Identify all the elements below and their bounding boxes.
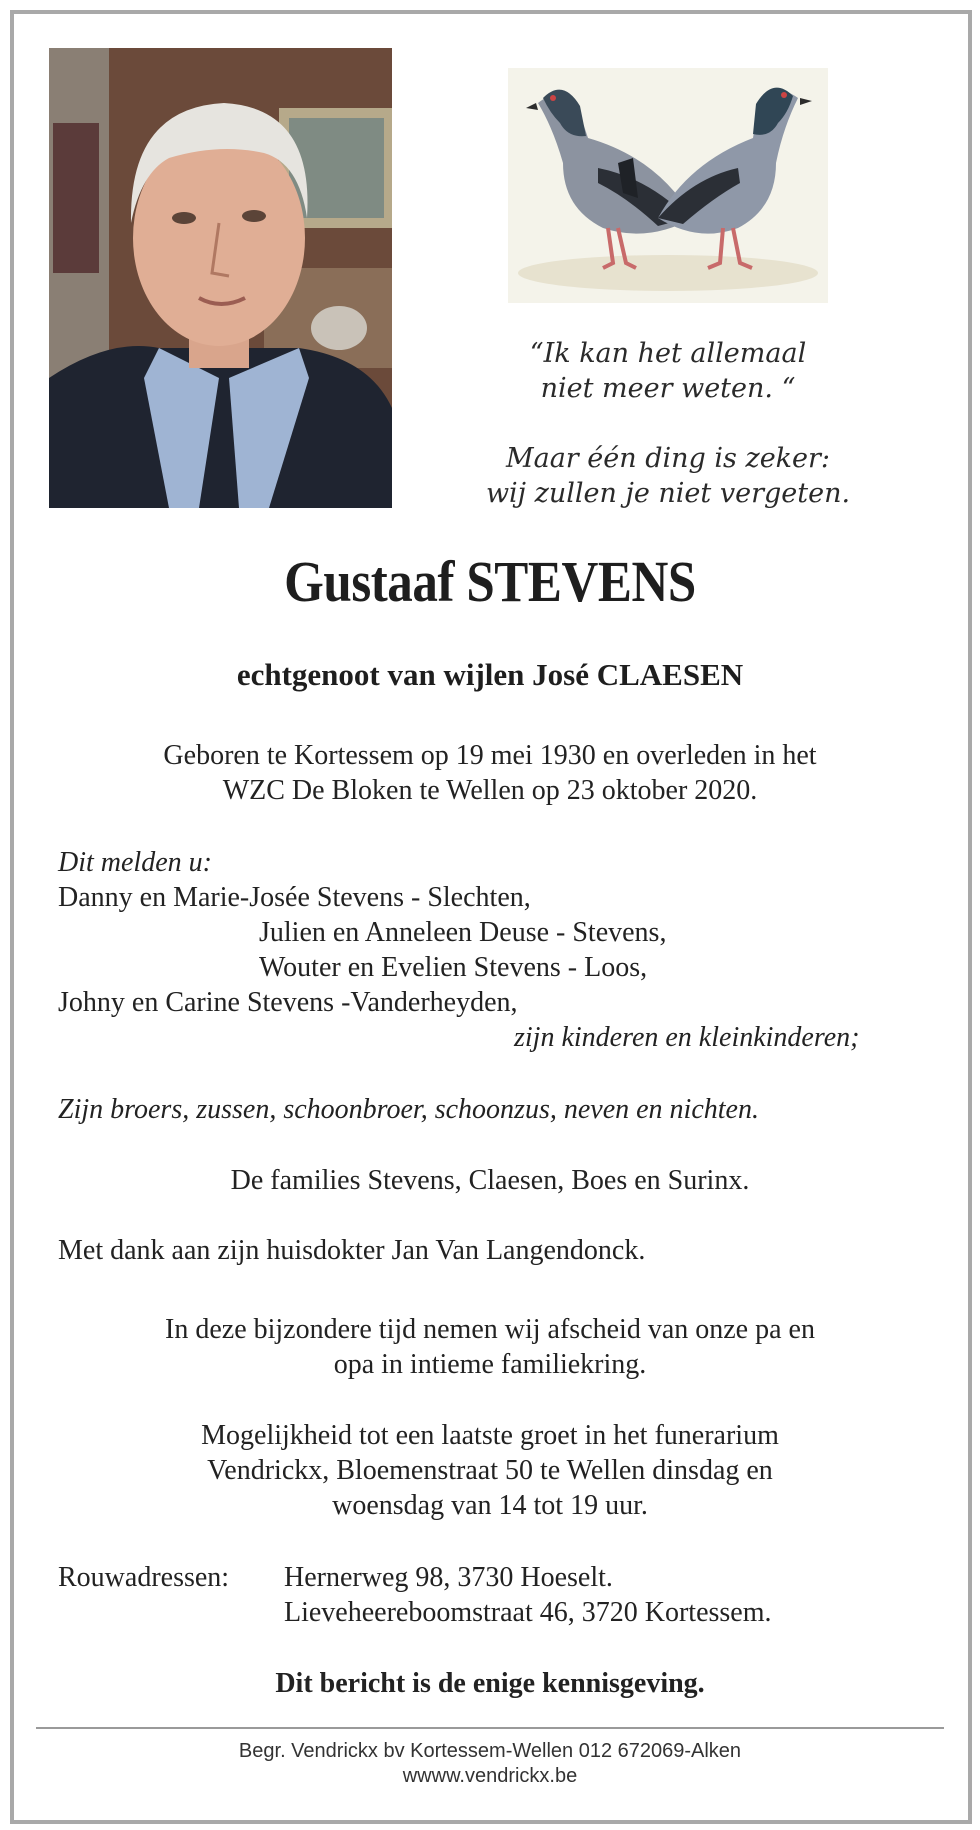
announcers-intro: Dit melden u:	[58, 847, 212, 878]
address-line: Hernerweg 98, 3730 Hoeselt.	[284, 1562, 613, 1593]
quote-line: wij zullen je niet vergeten.	[485, 478, 851, 509]
footer-divider	[36, 1727, 944, 1729]
memorial-quote	[468, 336, 868, 511]
announcer-line: Johny en Carine Stevens -Vanderheyden,	[58, 987, 518, 1018]
addresses-label: Rouwadressen:	[58, 1562, 230, 1593]
visit-line: Mogelijkheid tot een laatste groet in het funerarium	[201, 1420, 779, 1451]
visit-line: Vendrickx, Bloemenstraat 50 te Wellen dinsdag en	[207, 1455, 773, 1486]
visit-line: woensdag van 14 tot 19 uur.	[332, 1490, 648, 1521]
farewell-line: opa in intieme familiekring.	[333, 1349, 647, 1380]
children-note: zijn kinderen en kleinkinderen;	[514, 1022, 860, 1053]
pigeons-illustration	[508, 68, 828, 303]
quote-line: Maar één ding is zeker:	[505, 443, 831, 474]
announcer-line: Wouter en Evelien Stevens - Loos,	[259, 952, 648, 983]
spouse-line: echtgenoot van wijlen José CLAESEN	[236, 657, 744, 692]
portrait-photo	[49, 48, 392, 508]
pigeons-image	[508, 68, 828, 303]
farewell-line: In deze bijzondere tijd nemen wij afscheid van onze pa en	[165, 1314, 815, 1345]
thanks-line: Met dank aan zijn huisdokter Jan Van Langendonck.	[58, 1235, 646, 1266]
footer-website: wwww.vendrickx.be	[402, 1765, 578, 1787]
footer-company: Begr. Vendrickx bv Kortessem-Wellen 012 672069-Alken	[238, 1740, 742, 1762]
quote-line: “Ik kan het allemaal	[529, 338, 807, 369]
birth-death-line: Geboren te Kortessem op 19 mei 1930 en overleden in het	[163, 740, 817, 771]
portrait-illustration	[49, 48, 392, 508]
deceased-name: Gustaaf STEVENS	[284, 549, 696, 614]
birth-death-line: WZC De Bloken te Wellen op 23 oktober 2020.	[222, 775, 758, 806]
notice-line: Dit bericht is de enige kennisgeving.	[275, 1668, 705, 1699]
siblings-line: Zijn broers, zussen, schoonbroer, schoonzus, neven en nichten.	[58, 1094, 759, 1125]
families-line: De families Stevens, Claesen, Boes en Surinx.	[230, 1165, 750, 1196]
address-line: Lieveheereboomstraat 46, 3720 Kortessem.	[284, 1597, 772, 1628]
announcer-line: Julien en Anneleen Deuse - Stevens,	[259, 917, 667, 948]
announcer-line: Danny en Marie-Josée Stevens - Slechten,	[58, 882, 531, 913]
quote-line: niet meer weten. “	[540, 373, 796, 404]
